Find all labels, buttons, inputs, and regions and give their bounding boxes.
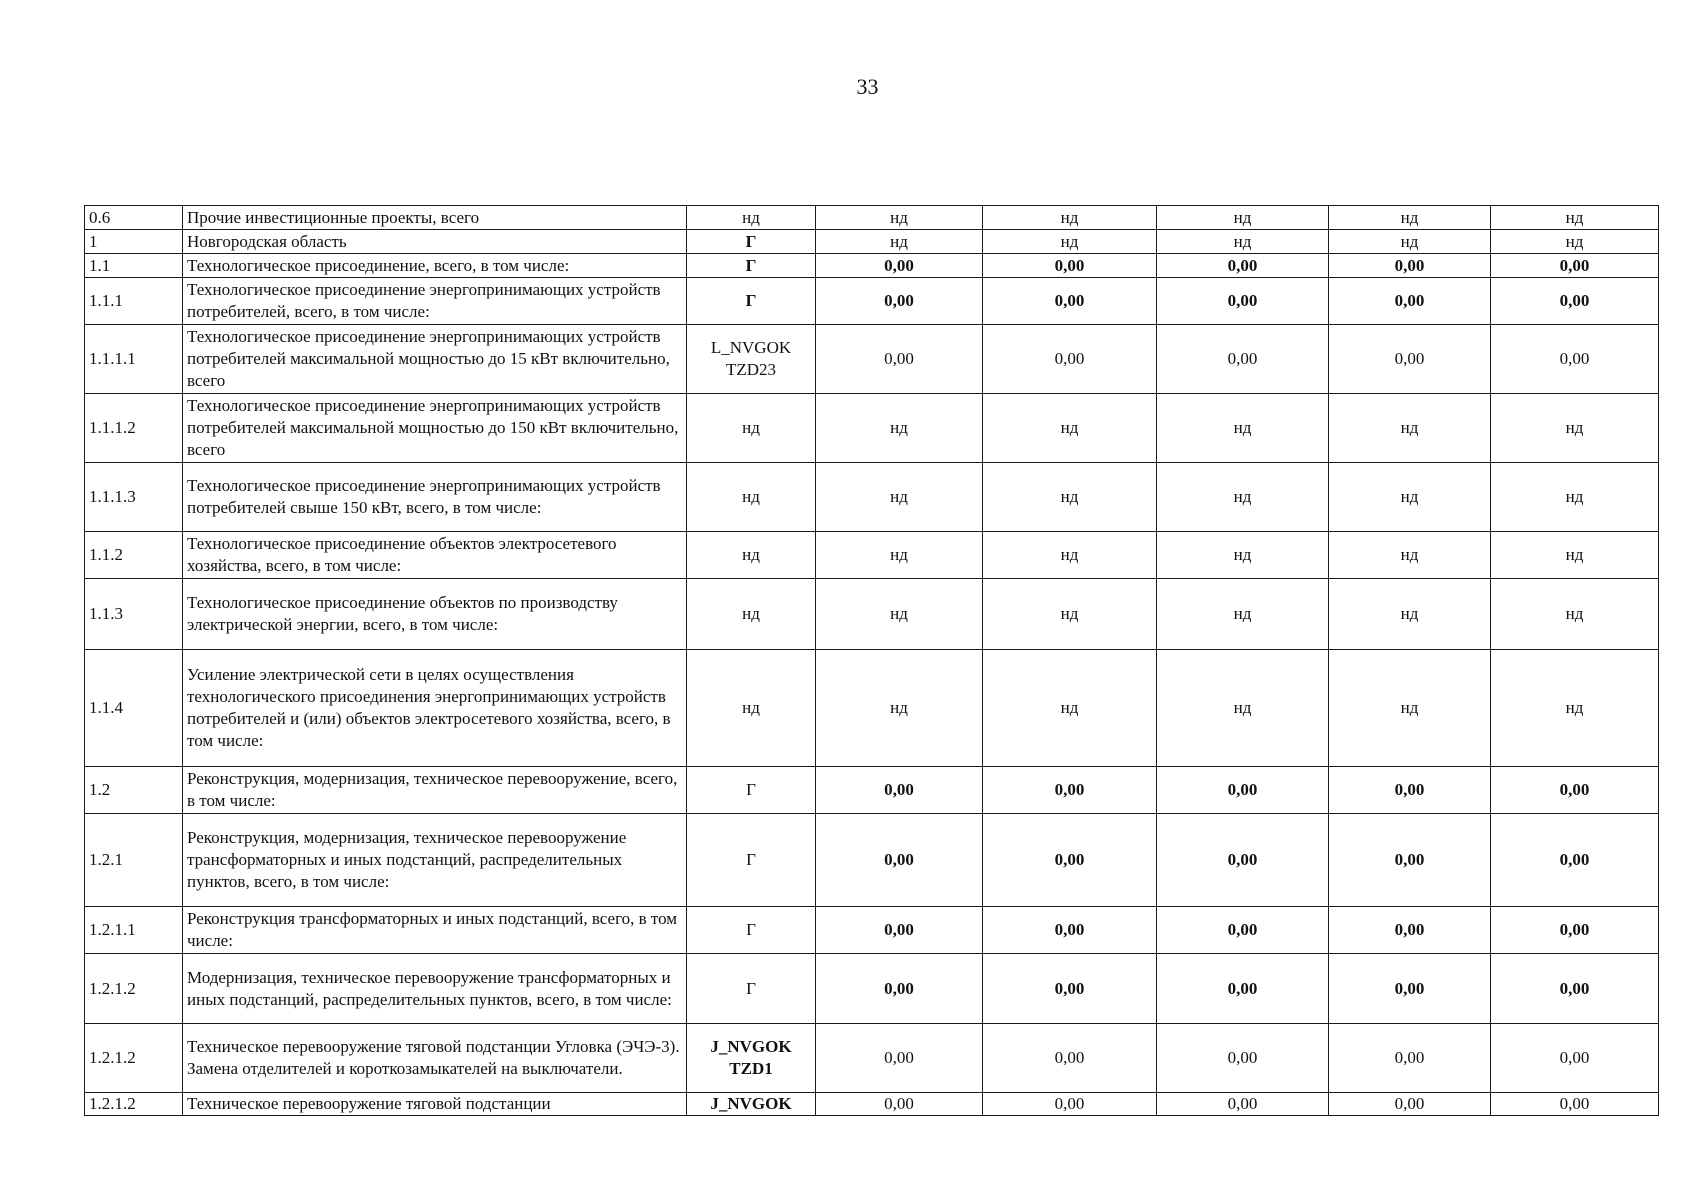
row-value: 0,00	[1491, 767, 1659, 814]
row-value: нд	[1491, 394, 1659, 463]
row-value: нд	[1157, 463, 1329, 532]
row-value: 0,00	[1329, 254, 1491, 278]
row-title: Технологическое присоединение, всего, в том числе:	[183, 254, 687, 278]
row-value: 0,00	[816, 1093, 983, 1116]
row-value: 0,00	[983, 325, 1157, 394]
row-value: нд	[1491, 206, 1659, 230]
row-value: нд	[1491, 230, 1659, 254]
row-code: нд	[687, 532, 816, 579]
row-value: нд	[1157, 650, 1329, 767]
row-code: нд	[687, 206, 816, 230]
table-row	[85, 532, 1659, 579]
row-value: нд	[1329, 206, 1491, 230]
table-row	[85, 394, 1659, 463]
row-value: нд	[1329, 579, 1491, 650]
row-value: 0,00	[1329, 907, 1491, 954]
row-number: 1	[85, 230, 183, 254]
row-value: 0,00	[983, 814, 1157, 907]
table-row	[85, 907, 1659, 954]
table-row	[85, 206, 1659, 230]
row-number: 1.1.1.1	[85, 325, 183, 394]
row-value: 0,00	[1157, 907, 1329, 954]
table-row	[85, 325, 1659, 394]
table-row	[85, 278, 1659, 325]
row-value: нд	[983, 463, 1157, 532]
row-value: 0,00	[983, 907, 1157, 954]
row-value: нд	[1491, 650, 1659, 767]
row-code: L_NVGOK TZD23	[687, 325, 816, 394]
row-value: нд	[1329, 532, 1491, 579]
row-value: 0,00	[1491, 254, 1659, 278]
table-row	[85, 463, 1659, 532]
row-title: Технологическое присоединение объектов электросетевого хозяйства, всего, в том числе:	[183, 532, 687, 579]
row-value: 0,00	[1491, 907, 1659, 954]
row-value: нд	[816, 463, 983, 532]
row-title: Реконструкция трансформаторных и иных подстанций, всего, в том числе:	[183, 907, 687, 954]
row-title: Реконструкция, модернизация, техническое перевооружение трансформаторных и иных подстанций, распределительных пунктов, всего, в том числе:	[183, 814, 687, 907]
investment-table	[84, 205, 1659, 1116]
row-number: 1.2.1.1	[85, 907, 183, 954]
row-code: Г	[687, 278, 816, 325]
row-value: 0,00	[1157, 1024, 1329, 1093]
row-value: нд	[816, 206, 983, 230]
row-value: 0,00	[1329, 1024, 1491, 1093]
row-value: нд	[816, 394, 983, 463]
row-value: нд	[983, 206, 1157, 230]
row-title: Усиление электрической сети в целях осуществления технологического присоединения энергопринимающих устройств потребителей и (или) объектов электросетевого хозяйства, всего, в том числе:	[183, 650, 687, 767]
row-number: 1.2.1.2	[85, 1093, 183, 1116]
row-value: нд	[983, 230, 1157, 254]
row-value: 0,00	[816, 325, 983, 394]
row-value: 0,00	[1329, 325, 1491, 394]
row-title: Новгородская область	[183, 230, 687, 254]
row-value: 0,00	[983, 767, 1157, 814]
page-number: 33	[856, 74, 879, 99]
row-value: нд	[1157, 230, 1329, 254]
row-title: Техническое перевооружение тяговой подстанции Угловка (ЭЧЭ-3). Замена отделителей и короткозамыкателей на выключатели.	[183, 1024, 687, 1093]
row-title: Технологическое присоединение энергопринимающих устройств потребителей максимальной мощностью до 150 кВт включительно, всего	[183, 394, 687, 463]
row-value: 0,00	[1491, 325, 1659, 394]
row-number: 0.6	[85, 206, 183, 230]
row-value: 0,00	[1329, 814, 1491, 907]
row-code: нд	[687, 579, 816, 650]
row-value: нд	[1491, 463, 1659, 532]
row-code: Г	[687, 767, 816, 814]
row-value: нд	[983, 579, 1157, 650]
row-value: нд	[1157, 394, 1329, 463]
row-title: Технологическое присоединение объектов по производству электрической энергии, всего, в том числе:	[183, 579, 687, 650]
row-value: 0,00	[816, 907, 983, 954]
row-number: 1.2.1.2	[85, 954, 183, 1024]
row-value: 0,00	[983, 1093, 1157, 1116]
row-code: Г	[687, 254, 816, 278]
row-code: нд	[687, 463, 816, 532]
row-number: 1.1	[85, 254, 183, 278]
row-value: 0,00	[816, 954, 983, 1024]
row-value: нд	[1157, 532, 1329, 579]
row-number: 1.2	[85, 767, 183, 814]
table-row	[85, 579, 1659, 650]
row-value: 0,00	[816, 1024, 983, 1093]
row-code: J_NVGOK	[687, 1093, 816, 1116]
row-number: 1.1.1.2	[85, 394, 183, 463]
row-value: нд	[816, 532, 983, 579]
row-value: нд	[1329, 650, 1491, 767]
row-value: 0,00	[1329, 767, 1491, 814]
row-title: Прочие инвестиционные проекты, всего	[183, 206, 687, 230]
row-value: нд	[983, 532, 1157, 579]
row-value: 0,00	[1157, 278, 1329, 325]
row-value: 0,00	[1157, 254, 1329, 278]
row-value: 0,00	[1329, 954, 1491, 1024]
row-code: J_NVGOK TZD1	[687, 1024, 816, 1093]
row-title: Реконструкция, модернизация, техническое перевооружение, всего, в том числе:	[183, 767, 687, 814]
row-title: Технологическое присоединение энергопринимающих устройств потребителей, всего, в том числе:	[183, 278, 687, 325]
row-value: 0,00	[1491, 1024, 1659, 1093]
row-code: нд	[687, 394, 816, 463]
row-value: 0,00	[983, 954, 1157, 1024]
table-row	[85, 1024, 1659, 1093]
row-value: нд	[983, 650, 1157, 767]
table-body	[85, 206, 1659, 1116]
table-row	[85, 650, 1659, 767]
row-value: нд	[1491, 532, 1659, 579]
row-value: 0,00	[1491, 954, 1659, 1024]
row-value: нд	[816, 579, 983, 650]
row-value: нд	[816, 650, 983, 767]
row-value: 0,00	[1491, 814, 1659, 907]
table-row	[85, 254, 1659, 278]
row-number: 1.2.1.2	[85, 1024, 183, 1093]
row-value: 0,00	[1157, 325, 1329, 394]
row-value: нд	[983, 394, 1157, 463]
row-value: 0,00	[1157, 1093, 1329, 1116]
row-code: Г	[687, 954, 816, 1024]
table-row	[85, 767, 1659, 814]
row-number: 1.1.4	[85, 650, 183, 767]
row-value: 0,00	[1329, 1093, 1491, 1116]
row-value: 0,00	[1491, 278, 1659, 325]
row-value: 0,00	[983, 1024, 1157, 1093]
row-value: нд	[1329, 463, 1491, 532]
row-title: Техническое перевооружение тяговой подстанции	[183, 1093, 687, 1116]
row-value: 0,00	[1491, 1093, 1659, 1116]
row-number: 1.1.1	[85, 278, 183, 325]
row-number: 1.1.3	[85, 579, 183, 650]
row-value: 0,00	[983, 254, 1157, 278]
row-value: 0,00	[1157, 954, 1329, 1024]
row-value: нд	[1157, 206, 1329, 230]
row-title: Модернизация, техническое перевооружение трансформаторных и иных подстанций, распределительных пунктов, всего, в том числе:	[183, 954, 687, 1024]
table-row	[85, 954, 1659, 1024]
row-value: 0,00	[816, 278, 983, 325]
row-value: 0,00	[1329, 278, 1491, 325]
table-row	[85, 230, 1659, 254]
row-code: Г	[687, 907, 816, 954]
row-value: нд	[816, 230, 983, 254]
row-value: нд	[1329, 394, 1491, 463]
row-number: 1.1.1.3	[85, 463, 183, 532]
row-code: Г	[687, 230, 816, 254]
row-value: 0,00	[1157, 814, 1329, 907]
table-row	[85, 1093, 1659, 1116]
row-value: 0,00	[816, 814, 983, 907]
row-value: нд	[1491, 579, 1659, 650]
row-title: Технологическое присоединение энергопринимающих устройств потребителей свыше 150 кВт, всего, в том числе:	[183, 463, 687, 532]
row-number: 1.2.1	[85, 814, 183, 907]
row-title: Технологическое присоединение энергопринимающих устройств потребителей максимальной мощностью до 15 кВт включительно, всего	[183, 325, 687, 394]
row-number: 1.1.2	[85, 532, 183, 579]
row-value: нд	[1157, 579, 1329, 650]
row-value: нд	[1329, 230, 1491, 254]
row-value: 0,00	[1157, 767, 1329, 814]
row-value: 0,00	[816, 767, 983, 814]
row-value: 0,00	[983, 278, 1157, 325]
row-code: нд	[687, 650, 816, 767]
table-row	[85, 814, 1659, 907]
row-value: 0,00	[816, 254, 983, 278]
row-code: Г	[687, 814, 816, 907]
